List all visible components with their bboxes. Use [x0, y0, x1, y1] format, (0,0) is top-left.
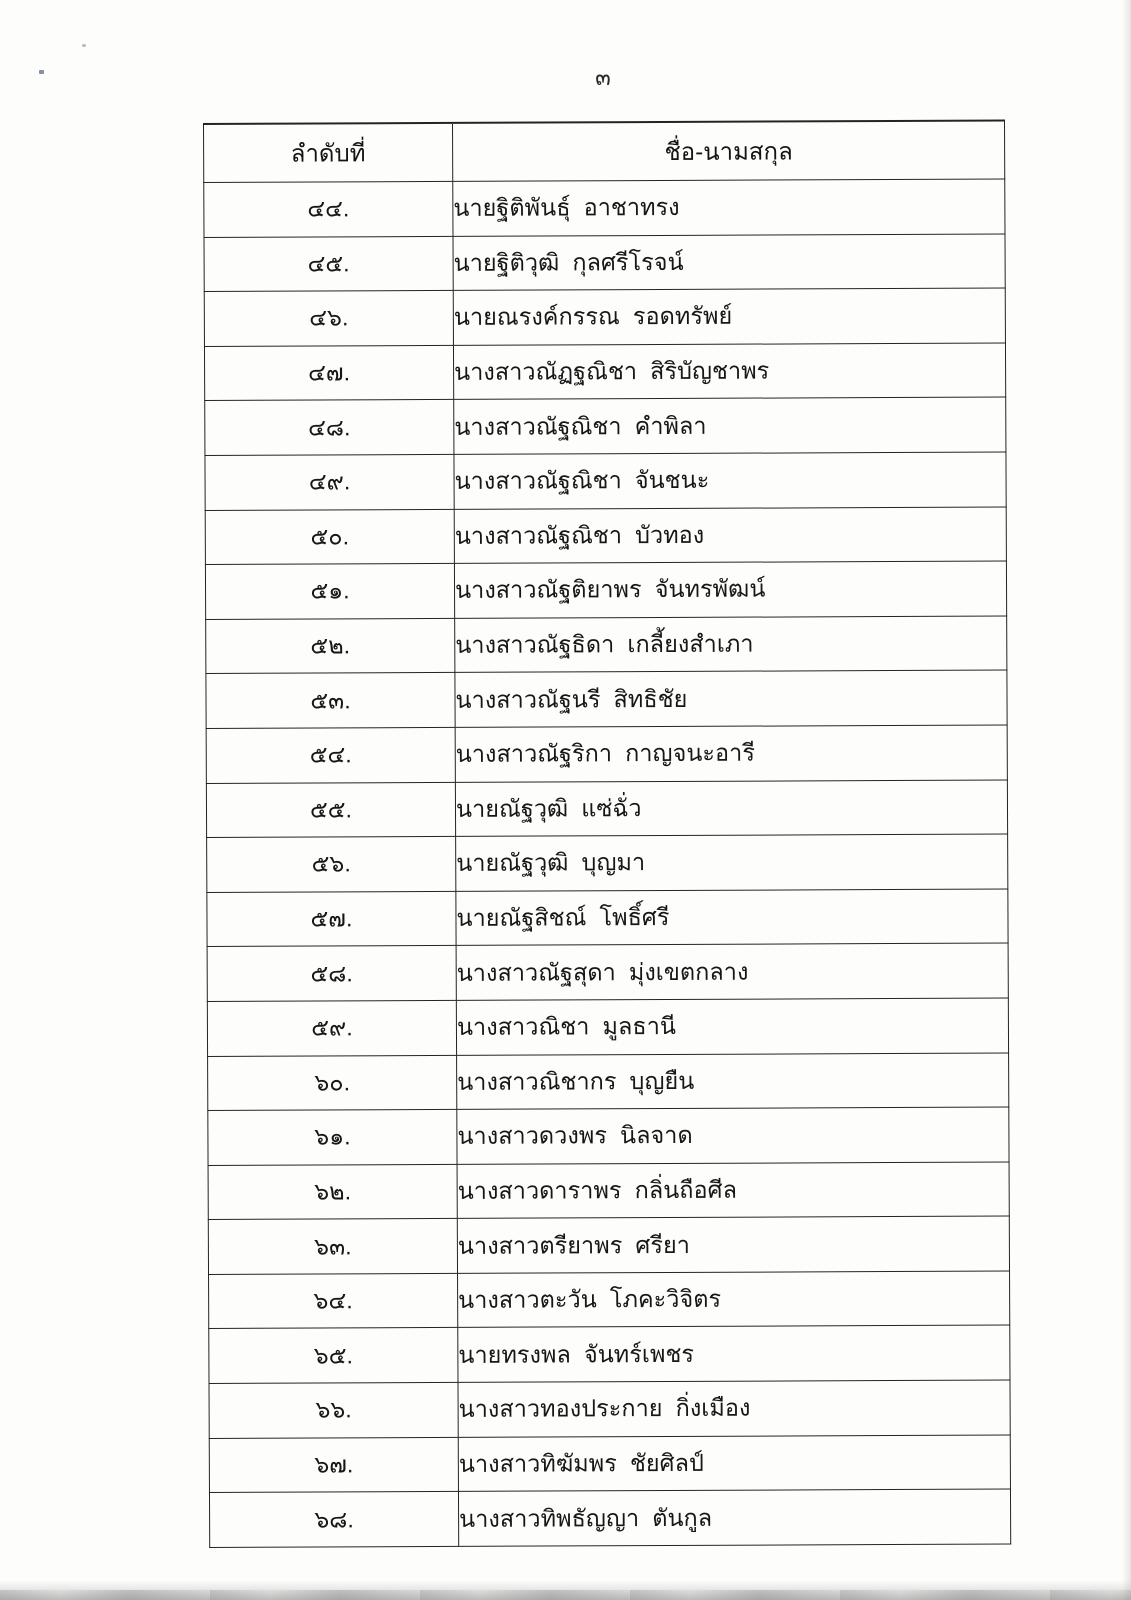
row-name-cell: นางสาวณัฐธิดา เกลี้ยงสำเภา [455, 616, 1007, 673]
row-index-cell: ๔๙. [205, 454, 454, 510]
table-row [205, 452, 1006, 510]
row-name-cell: นางสาวณัฐณิชา บัวทอง [454, 507, 1006, 564]
table-row [209, 1435, 1010, 1493]
row-name-cell: นางสาวตะวัน โภคะวิจิตร [458, 1271, 1010, 1328]
row-name-cell: นางสาวณัฐริกา กาญจนะอารี [455, 725, 1007, 782]
row-index-cell: ๕๓. [206, 673, 455, 729]
row-index-cell: ๖๗. [209, 1437, 458, 1493]
row-index-cell: ๕๙. [207, 1000, 456, 1056]
row-name-cell: นางสาวดาราพร กลิ่นถือศีล [457, 1162, 1009, 1219]
table-row [204, 288, 1005, 346]
page-number: ๓ [595, 64, 611, 90]
table-row [205, 397, 1006, 455]
table-row [204, 179, 1005, 237]
row-name-cell: นางสาวณัฏฐณิชา สิริบัญชาพร [453, 343, 1005, 400]
row-name-cell: นางสาวณัฐนรี สิทธิชัย [455, 670, 1007, 727]
row-index-cell: ๖๖. [209, 1382, 458, 1438]
table-row [208, 1107, 1009, 1165]
header-index-cell: ลำดับที่ [204, 123, 453, 183]
row-name-cell: นางสาวณัฐณิชา คำพิลา [454, 397, 1006, 454]
table-row [209, 1271, 1010, 1329]
row-index-cell: ๖๑. [208, 1109, 457, 1165]
table-row [206, 725, 1007, 783]
row-name-cell: นายณัฐวุฒิ แซ่ฉั่ว [455, 780, 1007, 837]
table-row [207, 943, 1008, 1001]
row-index-cell: ๕๐. [205, 509, 454, 565]
row-name-cell: นางสาวณัฐณิชา จันชนะ [454, 452, 1006, 509]
row-name-cell: นางสาวทองประกาย กิ่งเมือง [458, 1380, 1010, 1437]
table-header [204, 121, 1005, 183]
scan-speck [39, 70, 44, 74]
row-index-cell: ๖๕. [209, 1328, 458, 1384]
row-index-cell: ๕๘. [207, 946, 456, 1002]
roster-table [203, 120, 1011, 1548]
row-name-cell: นางสาวณัฐสุดา มุ่งเขตกลาง [456, 943, 1008, 1000]
row-name-cell: นายฐิติพันธุ์ อาชาทรง [453, 179, 1005, 236]
row-name-cell: นางสาวทิฆัมพร ชัยศิลป์ [458, 1435, 1010, 1492]
row-index-cell: ๔๘. [205, 400, 454, 456]
roster-table-container [203, 120, 1011, 1548]
table-row [207, 998, 1008, 1056]
header-name-cell: ชื่อ-นามสกุล [453, 121, 1005, 182]
row-index-cell: ๖๒. [208, 1164, 457, 1220]
table-row [209, 1325, 1010, 1383]
table-row [205, 507, 1006, 565]
row-index-cell: ๕๕. [206, 782, 455, 838]
row-index-cell: ๔๔. [204, 181, 453, 237]
scan-speck [82, 44, 86, 47]
table-row [204, 343, 1005, 401]
table-row [208, 1162, 1009, 1220]
row-name-cell: นายทรงพล จันทร์เพชร [458, 1325, 1010, 1382]
scan-edge-shadow-bottom-mottle [0, 1590, 1131, 1600]
row-index-cell: ๖๐. [208, 1055, 457, 1111]
table-row [208, 1052, 1009, 1110]
table-row [205, 561, 1006, 619]
row-name-cell: นางสาวณิชากร บุญยืน [457, 1052, 1009, 1109]
table-row [207, 834, 1008, 892]
scan-edge-shadow-right [1122, 0, 1131, 1600]
row-name-cell: นายฐิติวุฒิ กุลศรีโรจน์ [453, 234, 1005, 291]
table-row [208, 1216, 1009, 1274]
table-row [206, 616, 1007, 674]
row-name-cell: นางสาวทิพธัญญา ตันกูล [458, 1489, 1010, 1546]
row-index-cell: ๕๔. [206, 727, 455, 783]
row-index-cell: ๔๕. [204, 236, 453, 292]
row-name-cell: นางสาวดวงพร นิลจาด [457, 1107, 1009, 1164]
row-index-cell: ๖๓. [208, 1219, 457, 1275]
row-index-cell: ๖๘. [209, 1492, 458, 1548]
table-body [204, 179, 1011, 1547]
row-index-cell: ๕๒. [206, 618, 455, 674]
row-index-cell: ๔๖. [204, 291, 453, 347]
table-row [209, 1380, 1010, 1438]
row-name-cell: นางสาวตรียาพร ศรียา [457, 1216, 1009, 1273]
table-row [206, 780, 1007, 838]
table-row [204, 234, 1005, 292]
header-row [204, 121, 1005, 183]
row-name-cell: นางสาวณัฐติยาพร จันทรพัฒน์ [454, 561, 1006, 618]
row-index-cell: ๖๔. [209, 1273, 458, 1329]
row-name-cell: นายณรงค์กรรณ รอดทรัพย์ [453, 288, 1005, 345]
table-row [209, 1489, 1010, 1547]
row-name-cell: นายณัฐวุฒิ บุญมา [456, 834, 1008, 891]
row-index-cell: ๕๗. [207, 891, 456, 947]
row-index-cell: ๕๖. [207, 837, 456, 893]
row-name-cell: นางสาวณิชา มูลธานี [456, 998, 1008, 1055]
row-index-cell: ๕๑. [205, 564, 454, 620]
row-index-cell: ๔๗. [204, 345, 453, 401]
table-row [206, 670, 1007, 728]
table-row [207, 889, 1008, 947]
row-name-cell: นายณัฐสิชณ์ โพธิ์ศรี [456, 889, 1008, 946]
